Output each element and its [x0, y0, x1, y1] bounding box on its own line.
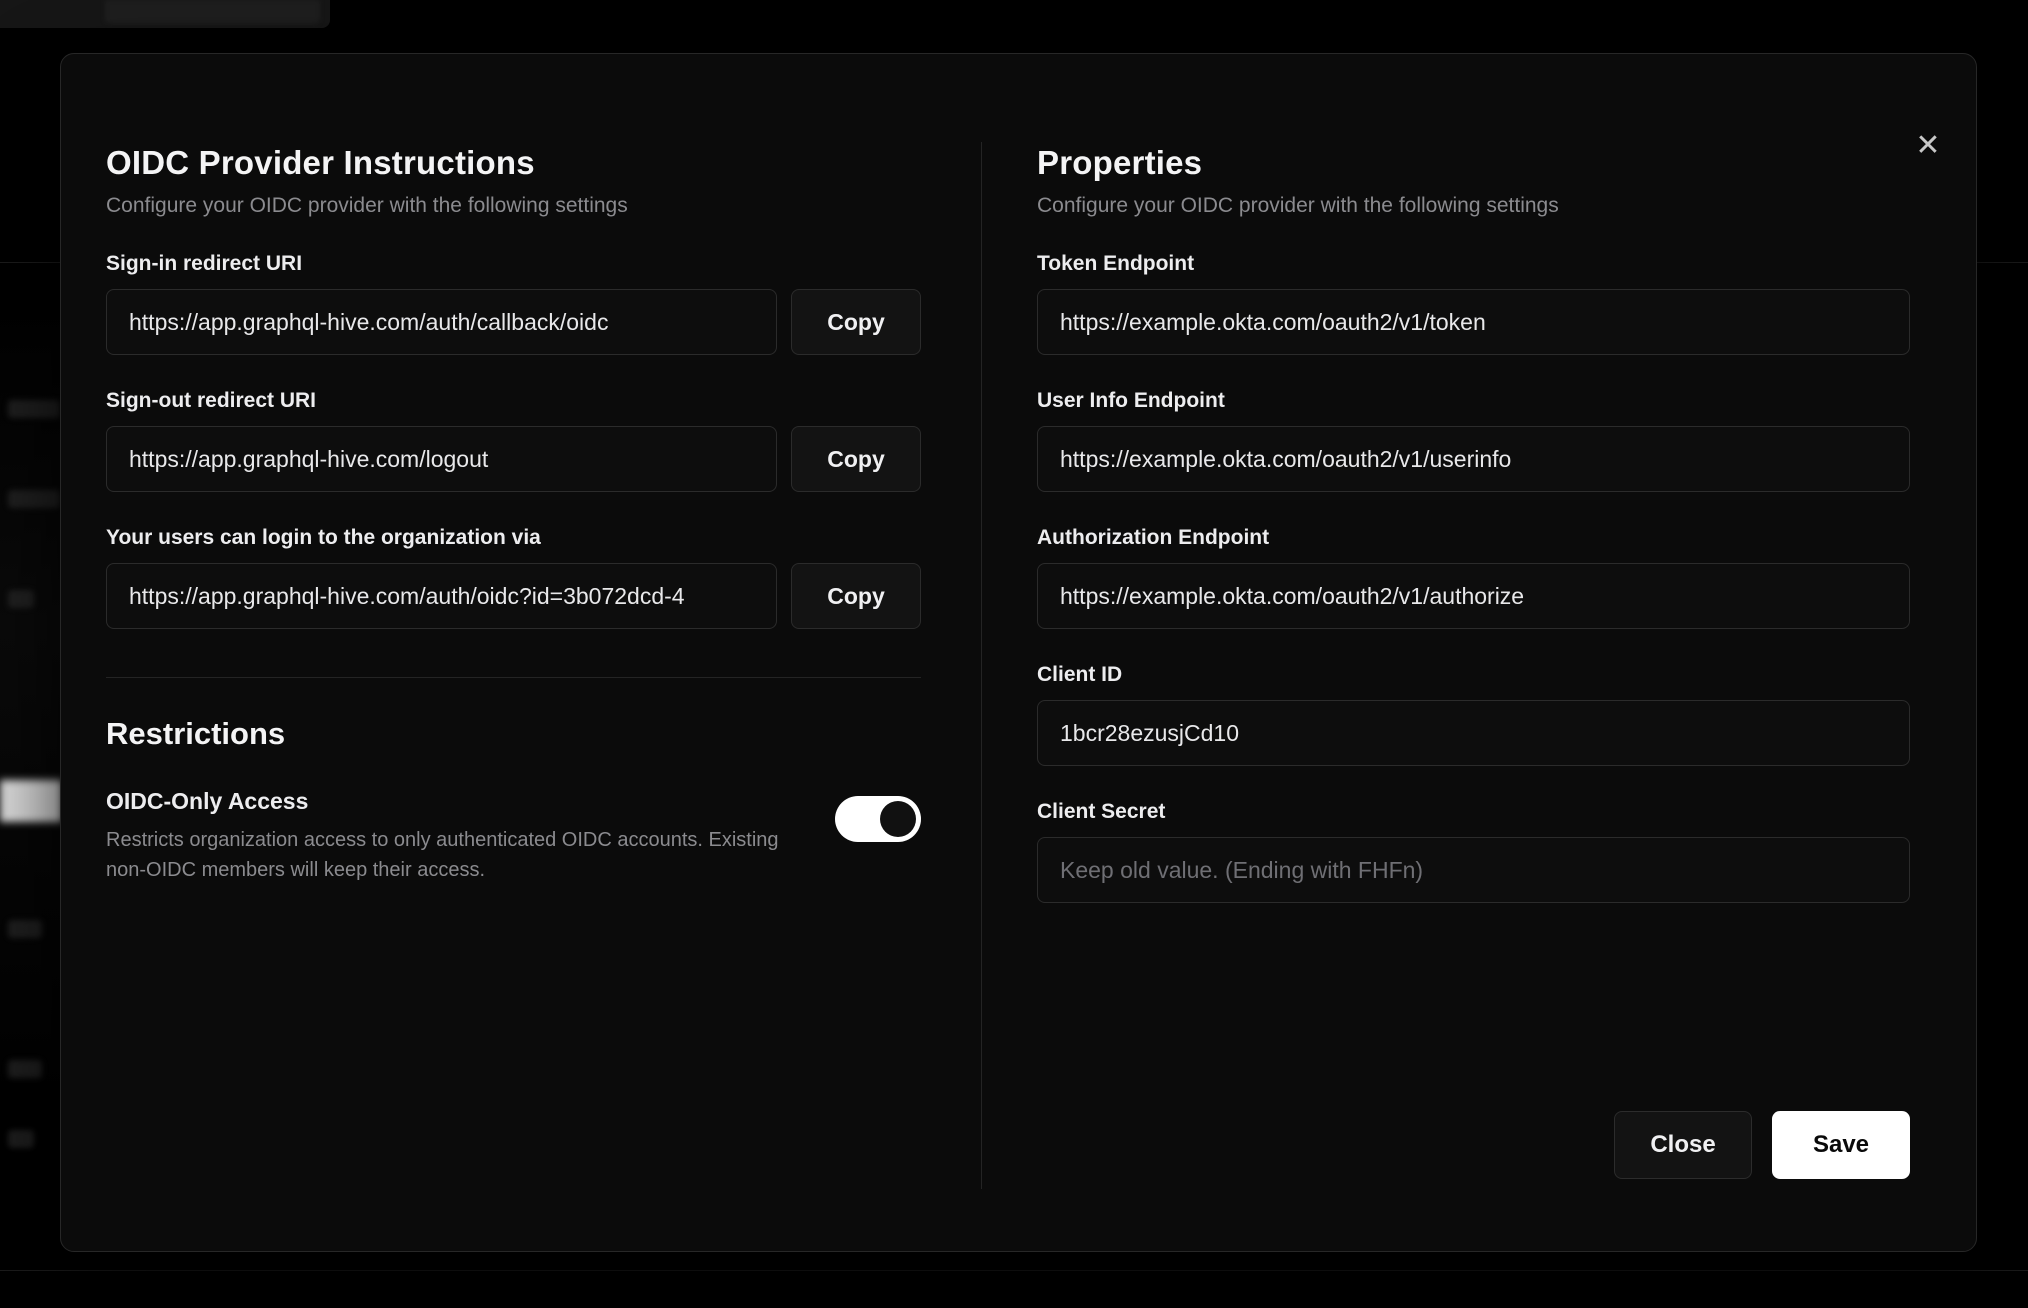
section-divider [106, 677, 921, 678]
oidc-provider-modal [60, 53, 1977, 1252]
field-label: Token Endpoint [1037, 252, 1195, 275]
field-client-secret [1037, 800, 1910, 903]
instructions-title: OIDC Provider Instructions [106, 144, 535, 181]
instructions-panel [61, 124, 981, 1251]
token-endpoint-input[interactable] [1037, 289, 1910, 355]
signout-redirect-uri-input[interactable] [106, 426, 777, 492]
field-row [106, 289, 921, 355]
field-label: User Info Endpoint [1037, 389, 1225, 412]
properties-title: Properties [1037, 144, 1203, 181]
restrictions-title: Restrictions [106, 716, 286, 751]
field-label: Your users can login to the organization via [106, 526, 541, 549]
backdrop-ghost-item [8, 1060, 42, 1078]
save-button[interactable]: Save [1772, 1111, 1910, 1179]
modal-columns [61, 54, 1976, 1251]
backdrop-ghost-item [8, 490, 60, 508]
instructions-subtitle: Configure your OIDC provider with the following settings [106, 194, 628, 217]
field-user-info-endpoint [1037, 389, 1910, 492]
properties-panel [982, 124, 1976, 1251]
copy-signout-redirect-uri-button[interactable]: Copy [791, 426, 921, 492]
field-label: Sign-in redirect URI [106, 252, 303, 275]
signin-redirect-uri-input[interactable] [106, 289, 777, 355]
oidc-only-access-toggle[interactable] [835, 796, 921, 842]
field-label: Sign-out redirect URI [106, 389, 317, 412]
copy-signin-redirect-uri-button[interactable]: Copy [791, 289, 921, 355]
oidc-only-access-texts [106, 788, 795, 885]
organization-login-url-input[interactable] [106, 563, 777, 629]
client-secret-input[interactable] [1037, 837, 1910, 903]
field-token-endpoint [1037, 252, 1910, 355]
field-login-url [106, 526, 921, 629]
backdrop-ghost-item [8, 1130, 34, 1148]
close-button[interactable]: Close [1614, 1111, 1752, 1179]
properties-subtitle: Configure your OIDC provider with the following settings [1037, 194, 1559, 217]
field-signout-redirect-uri [106, 389, 921, 492]
close-icon[interactable]: ✕ [1908, 126, 1948, 166]
backdrop-ghost-item [8, 400, 60, 418]
authorization-endpoint-input[interactable] [1037, 563, 1910, 629]
backdrop-ghost-item [8, 920, 42, 938]
oidc-only-access-row [106, 788, 921, 885]
field-label: Client Secret [1037, 800, 1166, 823]
field-label: Authorization Endpoint [1037, 526, 1270, 549]
field-row [106, 426, 921, 492]
modal-footer-actions [1037, 1081, 1910, 1251]
backdrop-divider [0, 1270, 2028, 1271]
user-info-endpoint-input[interactable] [1037, 426, 1910, 492]
copy-organization-login-url-button[interactable]: Copy [791, 563, 921, 629]
field-row [106, 563, 921, 629]
field-signin-redirect-uri [106, 252, 921, 355]
backdrop-ghost-item [8, 590, 34, 608]
oidc-only-access-description: Restricts organization access to only authenticated OIDC accounts. Existing non-OIDC members will keep their access. [106, 829, 779, 881]
field-authorization-endpoint [1037, 526, 1910, 629]
client-id-input[interactable] [1037, 700, 1910, 766]
backdrop-tab-shape [105, 0, 320, 24]
oidc-only-access-label: OIDC-Only Access [106, 788, 309, 814]
toggle-knob [880, 801, 916, 837]
field-client-id [1037, 663, 1910, 766]
properties-fields [1037, 144, 1910, 1081]
backdrop-ghost-highlight [0, 780, 62, 822]
field-label: Client ID [1037, 663, 1123, 686]
